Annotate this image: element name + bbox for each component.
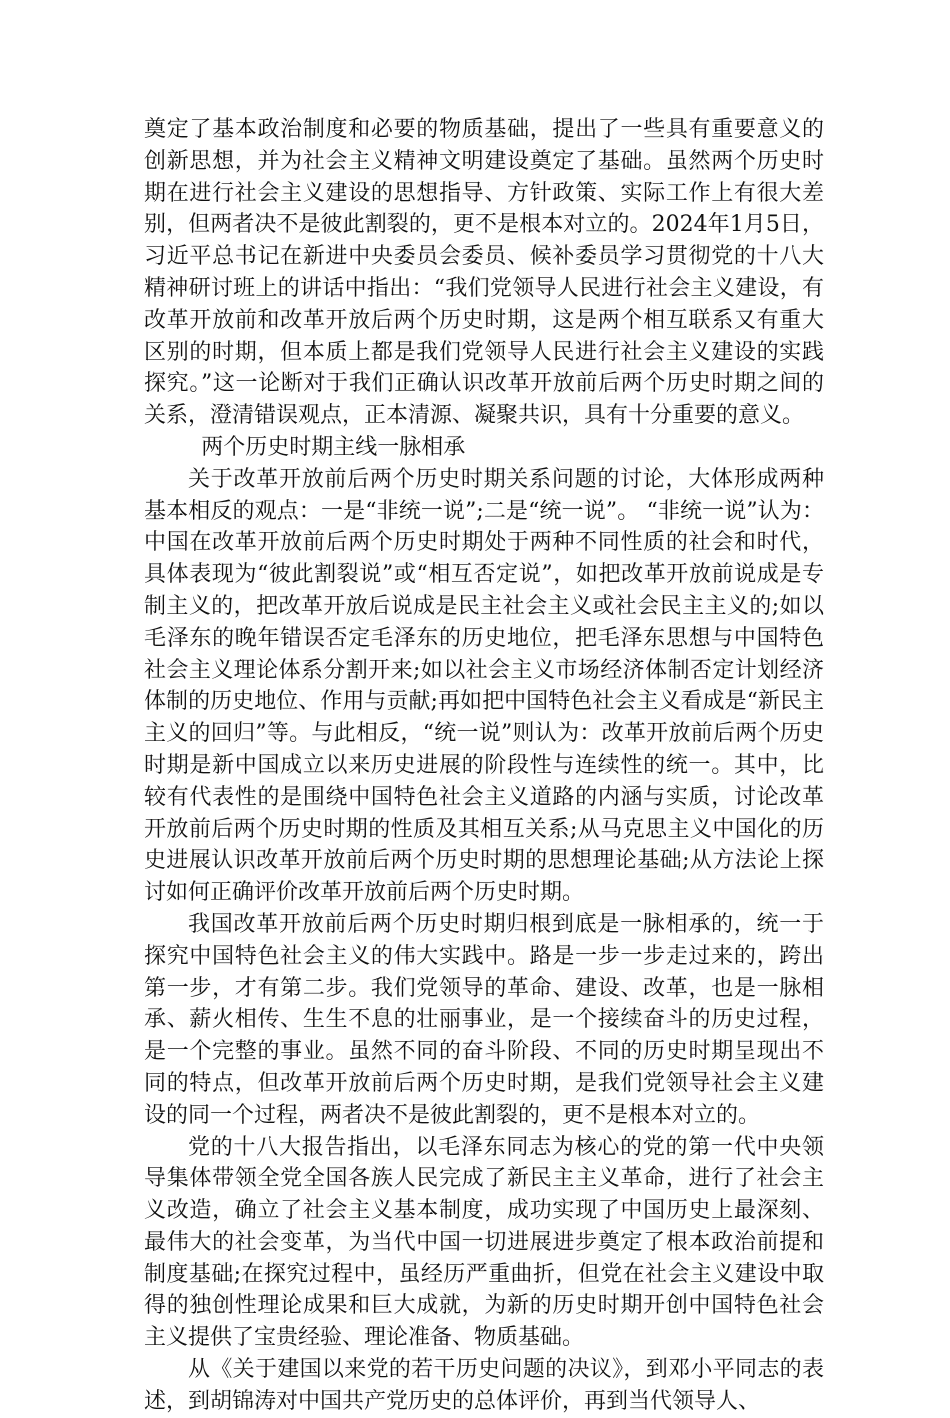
paragraph-debate: 关于改革开放前后两个历史时期关系问题的讨论，大体形成两种基本相反的观点：一是“非统一说”;二是“统一说”。 “非统一说”认为：中国在改革开放前后两个历史时期处于两种不同性质的社会和时代，具体表现为“彼此割裂说”或“相互否定说”，如把改革开放前说成是专制主义的，把改革开放后说成是民主社会主义或社会民主主义的;如以毛泽东的晚年错误否定毛泽东的历史地位，把毛泽东思想与中国特色社会主义理论体系分割开来;如以社会主义市场经济体制否定计划经济体制的历史地位、作用与贡献;再如把中国特色社会主义看成是“新民主主义的回归”等。与此相反，“统一说”则认为：改革开放前后两个历史时期是新中国成立以来历史进展的阶段性与连续性的统一。其中，比较有代表性的是围绕中国特色社会主义道路的内涵与实质，讨论改革开放前后两个历史时期的性质及其相互关系;从马克思主义中国化的历史进展认识改革开放前后两个历史时期的思想理论基础;从方法论上探讨如何正确评价改革开放前后两个历史时期。 xyxy=(144,466,824,906)
paragraph-intro-continuation: 奠定了基本政治制度和必要的物质基础，提出了一些具有重要意义的创新思想，并为社会主义精神文明建设奠定了基础。虽然两个历史时期在进行社会主义建设的思想指导、方针政策、实际工作上有很大差别，但两者决不是彼此割裂的，更不是根本对立的。2024年1月5日，习近平总书记在新进中央委员会委员、候补委员学习贯彻党的十八大精神研讨班上的讲话中指出：“我们党领导人民进行社会主义建设，有改革开放前和改革开放后两个历史时期，这是两个相互联系又有重大区别的时期，但本质上都是我们党领导人民进行社会主义建设的实践探究。”这一论断对于我们正确认识改革开放前后两个历史时期之间的关系，澄清错误观点，正本清源、凝聚共识，具有十分重要的意义。 xyxy=(144,117,824,429)
section-heading: 两个历史时期主线一脉相承 xyxy=(201,434,466,460)
document-body xyxy=(144,114,824,1418)
paragraph-continuity: 我国改革开放前后两个历史时期归根到底是一脉相承的，统一于探究中国特色社会主义的伟大实践中。路是一步一步走过来的，跨出第一步，才有第二步。我们党领导的革命、建设、改革，也是一脉相承、薪火相传、生生不息的壮丽事业，是一个接续奋斗的历史过程，是一个完整的事业。虽然不同的奋斗阶段、不同的历史时期呈现出不同的特点，但改革开放前后两个历史时期，是我们党领导社会主义建设的同一个过程，两者决不是彼此割裂的，更不是根本对立的。 xyxy=(144,911,824,1128)
paragraph-resolution: 从《关于建国以来党的若干历史问题的决议》，到邓小平同志的表述，到胡锦涛对中国共产党历史的总体评价，再到当代领导人、 xyxy=(144,1357,824,1414)
paragraph-eighteenth-congress: 党的十八大报告指出，以毛泽东同志为核心的党的第一代中央领导集体带领全党全国各族人民完成了新民主主义革命，进行了社会主义改造，确立了社会主义基本制度，成功实现了中国历史上最深刻、最伟大的社会变革，为当代中国一切进展进步奠定了根本政治前提和制度基础;在探究过程中，虽经历严重曲折，但党在社会主义建设中取得的独创性理论成果和巨大成就，为新的历史时期开创中国特色社会主义提供了宝贵经验、理论准备、物质基础。 xyxy=(144,1134,824,1351)
